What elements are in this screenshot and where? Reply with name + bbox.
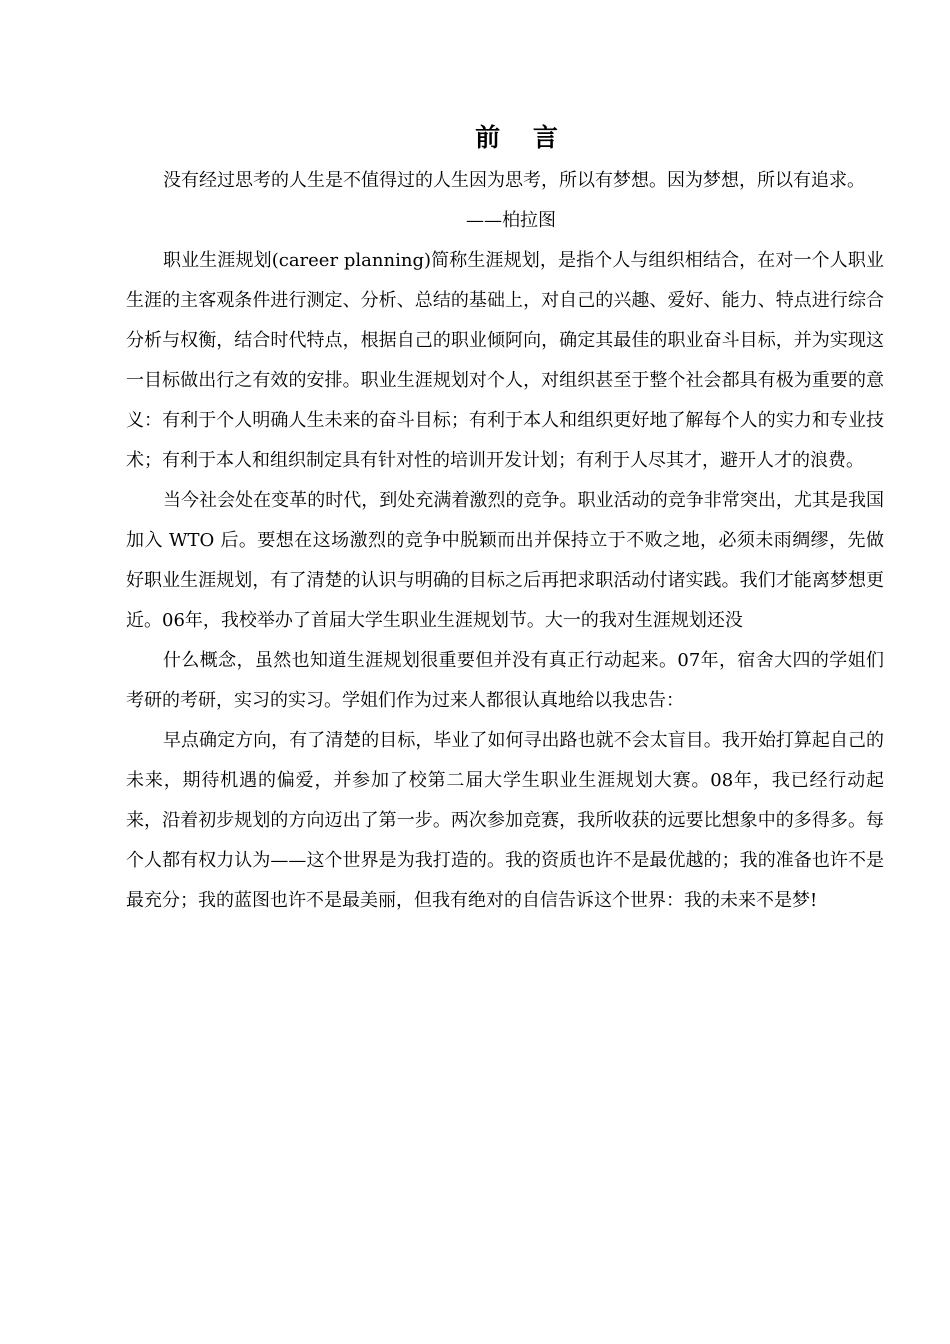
body-paragraph: 职业生涯规划(career planning)简称生涯规划，是指个人与组织相结合，在对一个人职业生涯的主客观条件进行测定、分析、总结的基础上，对自己的兴趣、爱好、能力、特点进行综合分析与权衡，结合时代特点，根据自己的职业倾阿向，确定其最佳的职业奋斗目标，并为实现这一目标做出行之有效的安排。职业生涯规划对个人，对组织甚至于整个社会都具有极为重要的意义：有利于个人明确人生未来的奋斗目标；有利于本人和组织更好地了解每个人的实力和专业技术；有利于本人和组织制定具有针对性的培训开发计划；有利于人尽其才，避开人才的浪费。 bbox=[126, 250, 884, 471]
page-title: 前 言 bbox=[475, 123, 570, 152]
body-paragraph: 早点确定方向，有了清楚的目标，毕业了如何寻出路也就不会太盲目。我开始打算起自己的未来，期待机遇的偏爱，并参加了校第二届大学生职业生涯规划大赛。08年，我已经行动起来，沿着初步规划的方向迈出了第一步。两次参加竞赛，我所收获的远要比想象中的多得多。每个人都有权力认为——这个世界是为我打造的。我的资质也许不是最优越的；我的准备也许不是最充分；我的蓝图也许不是最美丽，但我有绝对的自信告诉这个世界：我的未来不是梦! bbox=[126, 730, 884, 911]
body-paragraph: 什么概念，虽然也知道生涯规划很重要但并没有真正行动起来。07年，宿舍大四的学姐们考研的考研，实习的实习。学姐们作为过来人都很认真地给以我忠告： bbox=[126, 650, 884, 711]
epigraph-attribution: ——柏拉图 bbox=[466, 210, 556, 231]
epigraph-quote: 没有经过思考的人生是不值得过的人生因为思考，所以有梦想。因为梦想，所以有追求。 bbox=[163, 170, 865, 191]
body-paragraph: 当今社会处在变革的时代，到处充满着激烈的竞争。职业活动的竞争非常突出，尤其是我国加入 WTO 后。要想在这场激烈的竞争中脱颖而出并保持立于不败之地，必须未雨绸缪，先做好职业生涯规划，有了清楚的认识与明确的目标之后再把求职活动付诸实践。我们才能离梦想更近。06年，我校举办了首届大学生职业生涯规划节。大一的我对生涯规划还没 bbox=[126, 490, 884, 631]
document-body bbox=[126, 161, 884, 921]
